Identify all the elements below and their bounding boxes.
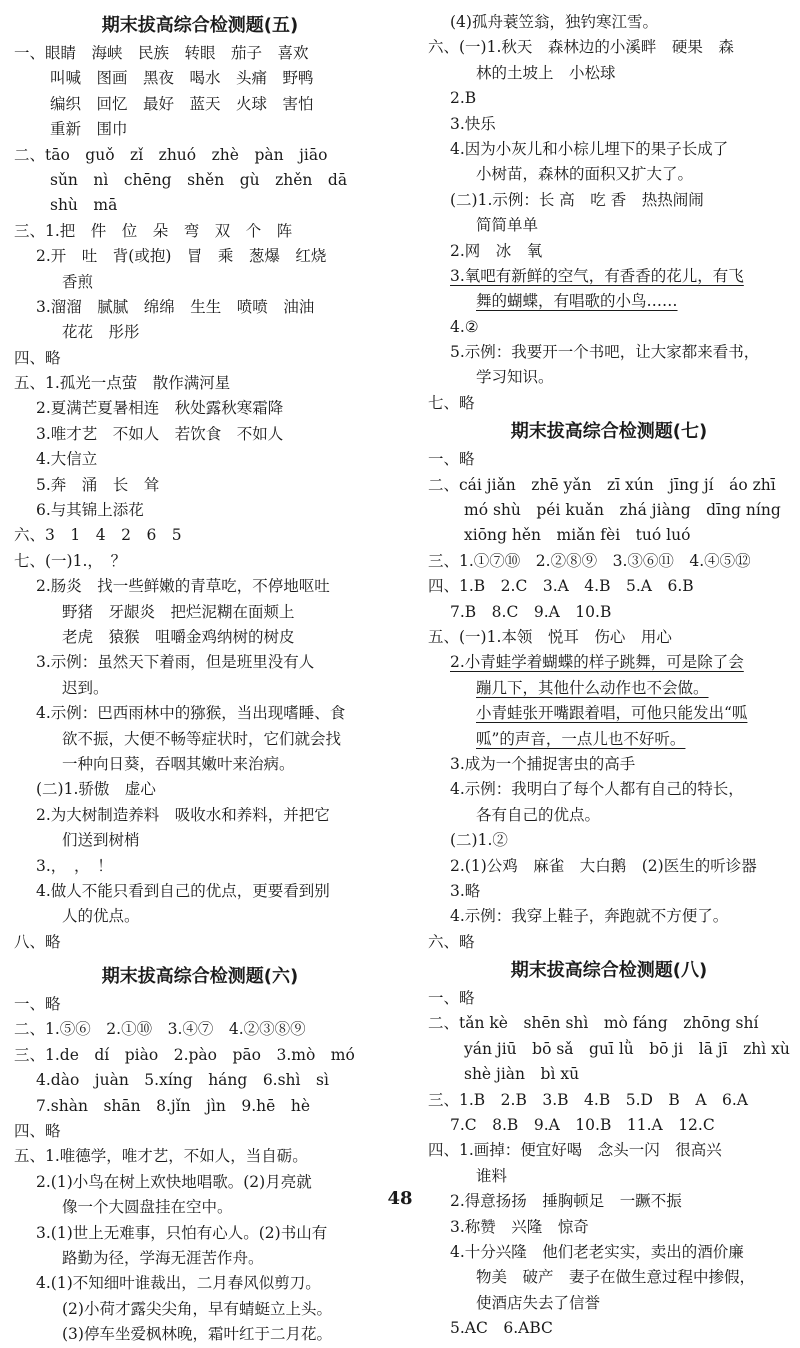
answer-line: 7.shàn shān 8.jǐn jìn 9.hē hè [36, 1096, 310, 1115]
section-title: 期末拔高综合检测题(六) [101, 966, 299, 988]
answer-line: 三、1.①⑦⑩ 2.②⑧⑨ 3.③⑥⑪ 4.④⑤⑫ [428, 551, 751, 570]
answer-line: 编织 回忆 最好 蓝天 火球 害怕 [50, 94, 314, 113]
answer-line: 四、略 [14, 1122, 61, 1141]
answer-line: 4.做人不能只看到自己的优点，更要看到别 [36, 881, 330, 900]
answer-line: 重新 围巾 [50, 120, 128, 139]
answer-line: 三、1.B 2.B 3.B 4.B 5.D B A 6.A [428, 1090, 748, 1109]
answer-line: 香煎 [62, 272, 94, 291]
answer-line: 使酒店失去了信誉 [476, 1293, 601, 1312]
answer-line: 五、1.唯德学，唯才艺，不如人，当自砺。 [14, 1147, 308, 1166]
answer-line: xiōng hěn miǎn fèi tuó luó [464, 526, 691, 545]
answer-line: 2.(1)公鸡 麻雀 大白鹅 (2)医生的听诊器 [450, 856, 757, 875]
answer-line: 迟到。 [62, 678, 109, 697]
answer-line: 2.肠炎 找一些鲜嫩的青草吃，不停地呕吐 [36, 577, 330, 596]
answer-line: 二、tāo guǒ zǐ zhuó zhè pàn jiāo [14, 145, 328, 164]
answer-line: (3)停车坐爱枫林晚，霜叶红于二月花。 [62, 1325, 332, 1344]
answer-line: 们送到树梢 [62, 831, 140, 850]
answer-line: yán jiū bō sǎ guī lǜ bō ji lā jī zhì xù [464, 1039, 790, 1058]
answer-line: 七、略 [428, 393, 475, 412]
answer-line: 叫喊 图画 黑夜 喝水 头痛 野鸭 [50, 69, 314, 88]
answer-line: 六、略 [428, 932, 475, 951]
answer-line: 物美 破产 妻子在做生意过程中掺假， [476, 1268, 756, 1287]
answer-line: 4.大信立 [36, 450, 98, 469]
answer-line: 4.dào juàn 5.xíng háng 6.shì sì [36, 1071, 329, 1090]
answer-line: 像一个大圆盘挂在空中。 [62, 1198, 233, 1217]
section-title: 期末拔高综合检测题(八) [510, 960, 708, 982]
answer-line: 7.B 8.C 9.A 10.B [450, 602, 612, 621]
answer-line: 老虎 猿猴 咀嚼金鸡纳树的树皮 [62, 627, 295, 646]
answer-line: 路勤为径，学海无涯苦作舟。 [62, 1248, 264, 1267]
answer-line: 3.成为一个捕捉害虫的高手 [450, 754, 636, 773]
answer-line: (二)1.② [450, 831, 508, 850]
answer-line: mó shù péi kuǎn zhá jiàng dīng níng [464, 501, 781, 520]
answer-line: 谁料 [476, 1166, 508, 1185]
answer-line: 2.为大树制造养料 吸收水和养料，并把它 [36, 805, 330, 824]
answer-line: shè jiàn bì xū [464, 1065, 580, 1084]
answer-line: 7.C 8.B 9.A 10.B 11.A 12.C [450, 1116, 715, 1135]
answer-line: (4)孤舟蓑笠翁，独钓寒江雪。 [450, 13, 658, 31]
answer-line: 一种向日葵，吞咽其嫩叶来治病。 [62, 754, 295, 773]
answer-line: (二)1.示例：长 高 吃 香 热热闹闹 [450, 190, 704, 209]
answer-line: 呱”的声音，一点儿也不好听。 [476, 729, 686, 748]
section-title: 期末拔高综合检测题(五) [101, 15, 299, 36]
answer-line: 花花 彤彤 [62, 323, 140, 342]
answer-line: 小树苗，森林的面积又扩大了。 [476, 165, 694, 184]
answer-line: 五、1.孤光一点萤 散作满河星 [14, 374, 231, 393]
answer-line: 4.因为小灰儿和小棕儿埋下的果子长成了 [450, 139, 729, 158]
answer-line: 2.小青蛙学着蝴蝶的样子跳舞，可是除了会 [450, 653, 744, 672]
answer-line: 2.B [450, 89, 477, 108]
answer-line: 一、略 [14, 995, 61, 1014]
answer-line: 七、(一)1.， ？ [14, 551, 127, 570]
answer-line: 3.唯才艺 不如人 若饮食 不如人 [36, 424, 284, 443]
answer-line: (2)小荷才露尖尖角，早有蜻蜓立上头。 [62, 1299, 332, 1318]
answer-line: 一、略 [428, 450, 475, 469]
answer-line: 五、(一)1.本领 悦耳 伤心 用心 [428, 627, 672, 646]
answer-line: 5.AC 6.ABC [450, 1319, 553, 1338]
answer-line: 学习知识。 [476, 368, 554, 387]
left-column [14, 10, 386, 1348]
answer-line: 二、tǎn kè shēn shì mò fáng zhōng shí [428, 1014, 759, 1033]
answer-line: 3.快乐 [450, 114, 496, 133]
answer-line: 3.称赞 兴隆 惊奇 [450, 1217, 589, 1236]
answer-line: 各有自己的优点。 [476, 805, 601, 824]
answer-line: 4.② [450, 317, 479, 336]
answer-line: 一、略 [428, 989, 475, 1008]
answer-line: 二、1.⑤⑥ 2.①⑩ 3.④⑦ 4.②③⑧⑨ [14, 1020, 306, 1039]
answer-line: sǔn nì chēng shěn gù zhěn dā [50, 170, 348, 189]
answer-line: 3.示例：虽然天下着雨，但是班里没有人 [36, 653, 315, 672]
answer-line: shù mā [50, 196, 118, 215]
answer-line: 人的优点。 [62, 907, 140, 926]
right-column [428, 10, 790, 1342]
section-title: 期末拔高综合检测题(七) [510, 421, 708, 443]
answer-line: 小青蛙张开嘴跟着唱，可他只能发出“呱 [476, 704, 748, 723]
answer-line: 2.网 冰 氧 [450, 241, 543, 260]
answer-line: 舞的蝴蝶，有唱歌的小鸟…… [476, 292, 678, 311]
answer-line: 4.(1)不知细叶谁裁出，二月春风似剪刀。 [36, 1274, 321, 1293]
answer-line: 4.十分兴隆 他们老老实实，卖出的酒价廉 [450, 1242, 744, 1261]
answer-line: 野猪 牙龈炎 把烂泥糊在面颊上 [62, 602, 295, 621]
answer-line: 二、cái jiǎn zhē yǎn zī xún jīng jí áo zhī [428, 475, 776, 494]
answer-line: 4.示例：巴西雨林中的猕猴，当出现嗜睡、食 [36, 704, 346, 723]
answer-line: 四、略 [14, 348, 61, 367]
answer-line: 3.略 [450, 881, 481, 900]
answer-line: 四、1.画掉：便宜好喝 念头一闪 很高兴 [428, 1141, 722, 1160]
answer-line: 3.， ， ！ [36, 856, 113, 875]
answer-line: (二)1.骄傲 虚心 [36, 780, 156, 799]
answer-line: 3.溜溜 腻腻 绵绵 生生 喷喷 油油 [36, 297, 315, 316]
answer-line: 一、眼睛 海峡 民族 转眼 茄子 喜欢 [14, 44, 309, 62]
answer-line: 2.开 吐 背(或抱) 冒 乘 葱爆 红烧 [36, 247, 327, 266]
answer-line: 四、1.B 2.C 3.A 4.B 5.A 6.B [428, 577, 694, 596]
answer-line: 六、(一)1.秋天 森林边的小溪畔 硬果 森 [428, 38, 734, 57]
answer-line: 2.得意扬扬 捶胸顿足 一蹶不振 [450, 1192, 682, 1211]
answer-line: 欲不振，大便不畅等症状时，它们就会找 [62, 729, 342, 748]
answer-line: 5.示例：我要开一个书吧，让大家都来看书， [450, 343, 760, 362]
page-number: 48 [387, 1188, 413, 1209]
answer-line: 4.示例：我明白了每个人都有自己的特长， [450, 780, 744, 799]
answer-line: 2.(1)小鸟在树上欢快地唱歌。(2)月亮就 [36, 1172, 312, 1191]
answer-line: 三、1.de dí piào 2.pào pāo 3.mò mó [14, 1045, 355, 1064]
answer-line: 2.夏满芒夏暑相连 秋处露秋寒霜降 [36, 399, 284, 418]
answer-line: 八、略 [14, 932, 61, 951]
answer-line: 蹦几下，其他什么动作也不会做。 [476, 678, 709, 697]
answer-line: 4.示例：我穿上鞋子，奔跑就不方便了。 [450, 907, 729, 926]
answer-line: 6.与其锦上添花 [36, 501, 144, 520]
answer-line: 简简单单 [476, 216, 539, 235]
answer-line: 六、3 1 4 2 6 5 [14, 526, 182, 545]
answer-line: 林的土坡上 小松球 [476, 63, 616, 82]
answer-line: 三、1.把 件 位 朵 弯 双 个 阵 [14, 221, 293, 240]
answer-line: 3.(1)世上无难事，只怕有心人。(2)书山有 [36, 1223, 328, 1242]
answer-line: 5.奔 涌 长 耸 [36, 475, 160, 494]
answer-line: 3.氧吧有新鲜的空气，有香香的花儿，有飞 [450, 266, 744, 285]
